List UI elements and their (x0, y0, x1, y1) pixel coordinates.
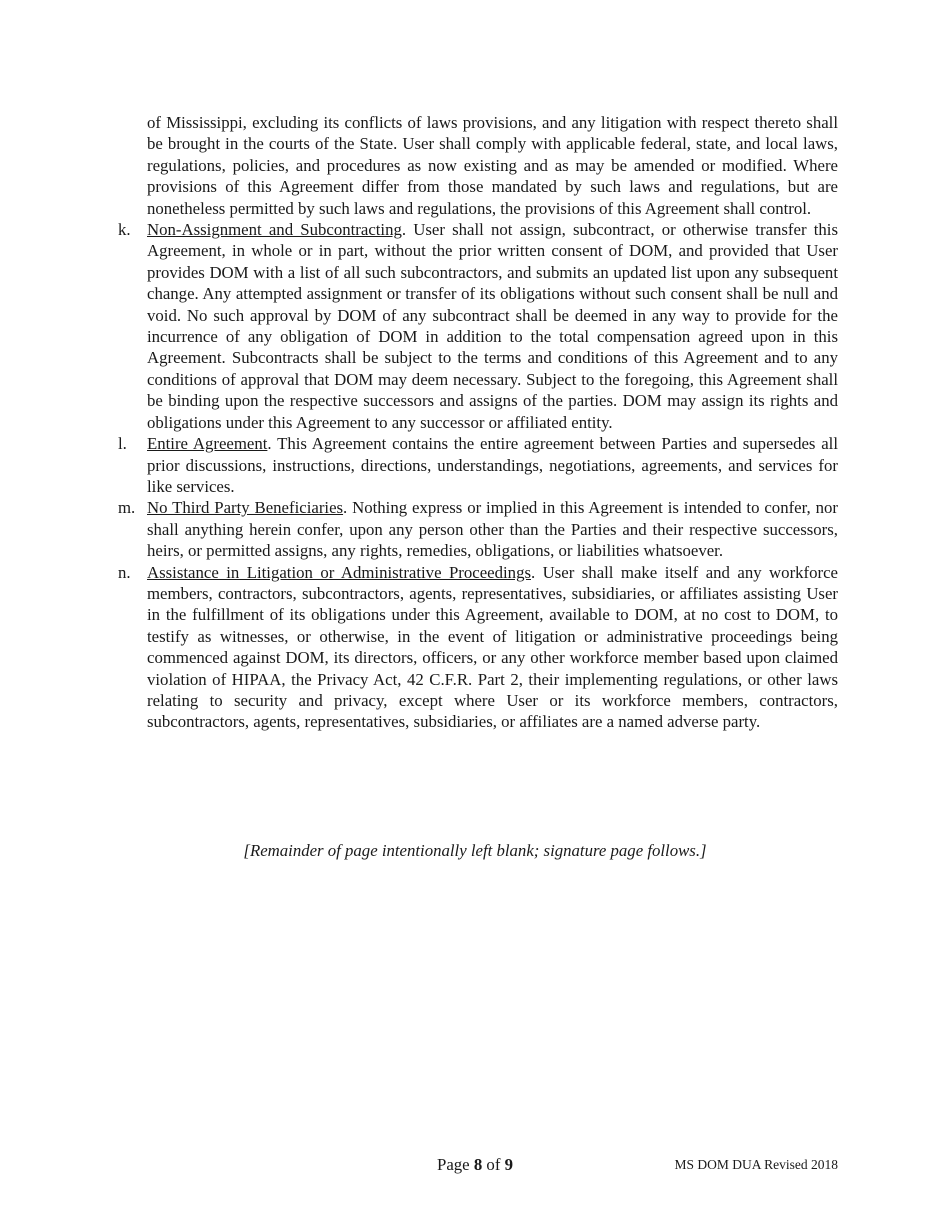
section-text: . User shall not assign, subcontract, or otherwise transfer this Agreement, in whole or in part, without the prior written consent of DOM, and provided that User provides DOM with a list of all such subcontractors, and submits an updated list upon any subsequent change. Any attempted assignment or transfer of its obligations without such consent shall be null and void. No such approval by DOM of any subcontract shall be deemed in any way to provide for the incurrence of any obligation of DOM in addition to the total compensation agreed upon in this Agreement. Subcontracts shall be subject to the terms and conditions of this Agreement and to any conditions of approval that DOM may deem necessary. Subject to the foregoing, this Agreement shall be binding upon the respective successors and assigns of the parties. DOM may assign its rights and obligations under this Agreement to any successor or affiliated entity. (147, 220, 838, 432)
list-item-l (118, 433, 839, 497)
section-heading: Non-Assignment and Subcontracting (147, 220, 402, 240)
list-marker: l. (118, 434, 127, 454)
remainder-note: [Remainder of page intentionally left blank; signature page follows.] (243, 841, 707, 860)
list-item-n (118, 562, 839, 733)
list-marker: k. (118, 220, 131, 240)
continuation-paragraph: of Mississippi, excluding its conflicts of laws provisions, and any litigation with respect thereto shall be brought in the courts of the State. User shall comply with applicable federal, state, and local laws, regulations, policies, and procedures as now existing and as may be amended or modified. Where provisions of this Agreement differ from those mandated by such laws and regulations, but are nonetheless permitted by such laws and regulations, the provisions of this Agreement shall control. (147, 113, 838, 218)
section-heading: No Third Party Beneficiaries (147, 498, 344, 518)
page-word: Page (437, 1155, 470, 1174)
revision-label: MS DOM DUA Revised 2018 (674, 1157, 838, 1172)
page-current: 8 (473, 1155, 483, 1174)
section-heading: Entire Agreement (147, 434, 268, 454)
page-number (380, 1154, 570, 1176)
list-item-k (118, 219, 838, 433)
body-text (118, 112, 839, 733)
section-text: . This Agreement contains the entire agreement between Parties and supersedes all prior discussions, instructions, directions, understandings, negotiations, agreements, and services for like services. (147, 434, 839, 496)
section-text: . Nothing express or implied in this Agreement is intended to confer, nor shall anything herein confer, upon any person other than the Parties and their respective successors, heirs, or permitted assigns, any rights, remedies, obligations, or liabilities whatsoever. (147, 498, 838, 561)
page-of: of (486, 1155, 501, 1174)
section-heading: Assistance in Litigation or Administrative Proceedings (147, 562, 531, 582)
list-item-m (118, 497, 838, 561)
list-marker: m. (118, 498, 136, 518)
section-text: . User shall make itself and any workforce members, contractors, subcontractors, agents, representatives, subsidiaries, or affiliates assisting User in the fulfillment of its obligations under this Agreement, available to DOM, at no cost to DOM, to testify as witnesses, or otherwise, in the event of litigation or administrative proceedings being commenced against DOM, its directors, officers, or any other workforce member based upon claimed violation of HIPAA, the Privacy Act, 42 C.F.R. Part 2, their implementing regulations, or other laws relating to security and privacy, except where User or its workforce members, contractors, subcontractors, agents, representatives, subsidiaries, or affiliates are a named adverse party. (147, 562, 839, 732)
page-total: 9 (504, 1155, 513, 1174)
list-marker: n. (118, 562, 131, 582)
